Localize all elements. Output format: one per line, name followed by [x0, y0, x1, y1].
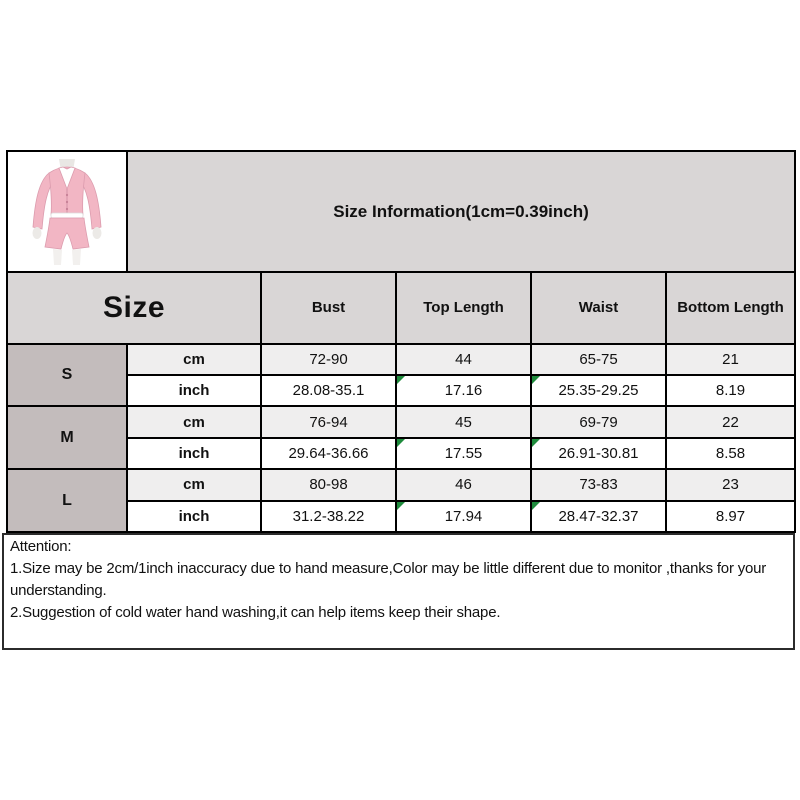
cell-s-cm-bust: 72-90 [261, 344, 396, 375]
cell-m-cm-waist: 69-79 [531, 406, 666, 437]
cell-l-cm-bottom-length: 23 [666, 469, 795, 500]
unit-label-cm: cm [127, 344, 261, 375]
cell-l-cm-bust: 80-98 [261, 469, 396, 500]
cell-m-inch-top-length: 17.55 [396, 438, 531, 469]
column-header-bust: Bust [261, 272, 396, 343]
table-row [7, 406, 795, 437]
size-label-s: S [7, 344, 127, 407]
cell-m-inch-bust: 29.64-36.66 [261, 438, 396, 469]
cell-m-cm-top-length: 45 [396, 406, 531, 437]
cell-l-cm-waist: 73-83 [531, 469, 666, 500]
cell-s-cm-waist: 65-75 [531, 344, 666, 375]
column-header-size: Size [7, 272, 261, 343]
cell-s-inch-bottom-length: 8.19 [666, 375, 795, 406]
product-image-cell [7, 151, 127, 272]
page-title: Size Information(1cm=0.39inch) [127, 151, 795, 272]
unit-label-cm: cm [127, 469, 261, 500]
cell-m-cm-bust: 76-94 [261, 406, 396, 437]
product-photo-pink-two-piece [9, 155, 125, 269]
cell-l-inch-bust: 31.2-38.22 [261, 501, 396, 532]
cell-l-inch-waist: 28.47-32.37 [531, 501, 666, 532]
column-header-top-length: Top Length [396, 272, 531, 343]
cell-s-inch-waist: 25.35-29.25 [531, 375, 666, 406]
unit-label-inch: inch [127, 438, 261, 469]
table-row [7, 344, 795, 375]
unit-label-inch: inch [127, 501, 261, 532]
cell-l-inch-top-length: 17.94 [396, 501, 531, 532]
table-row [7, 469, 795, 500]
cell-m-cm-bottom-length: 22 [666, 406, 795, 437]
cell-s-inch-bust: 28.08-35.1 [261, 375, 396, 406]
attention-note-2: 2.Suggestion of cold water hand washing,it can help items keep their shape. [10, 604, 501, 621]
size-label-m: M [7, 406, 127, 469]
unit-label-inch: inch [127, 375, 261, 406]
cell-m-inch-waist: 26.91-30.81 [531, 438, 666, 469]
column-header-bottom-length: Bottom Length [666, 272, 795, 343]
size-chart-table [6, 150, 796, 533]
size-label-l: L [7, 469, 127, 532]
cell-l-inch-bottom-length: 8.97 [666, 501, 795, 532]
attention-box [2, 533, 795, 650]
column-header-waist: Waist [531, 272, 666, 343]
cell-l-cm-top-length: 46 [396, 469, 531, 500]
cell-s-cm-bottom-length: 21 [666, 344, 795, 375]
cell-m-inch-bottom-length: 8.58 [666, 438, 795, 469]
attention-note-1: 1.Size may be 2cm/1inch inaccuracy due to hand measure,Color may be little different due to monitor ,thanks for your understanding. [10, 560, 767, 599]
attention-heading: Attention: [10, 538, 72, 555]
unit-label-cm: cm [127, 406, 261, 437]
cell-s-inch-top-length: 17.16 [396, 375, 531, 406]
cell-s-cm-top-length: 44 [396, 344, 531, 375]
